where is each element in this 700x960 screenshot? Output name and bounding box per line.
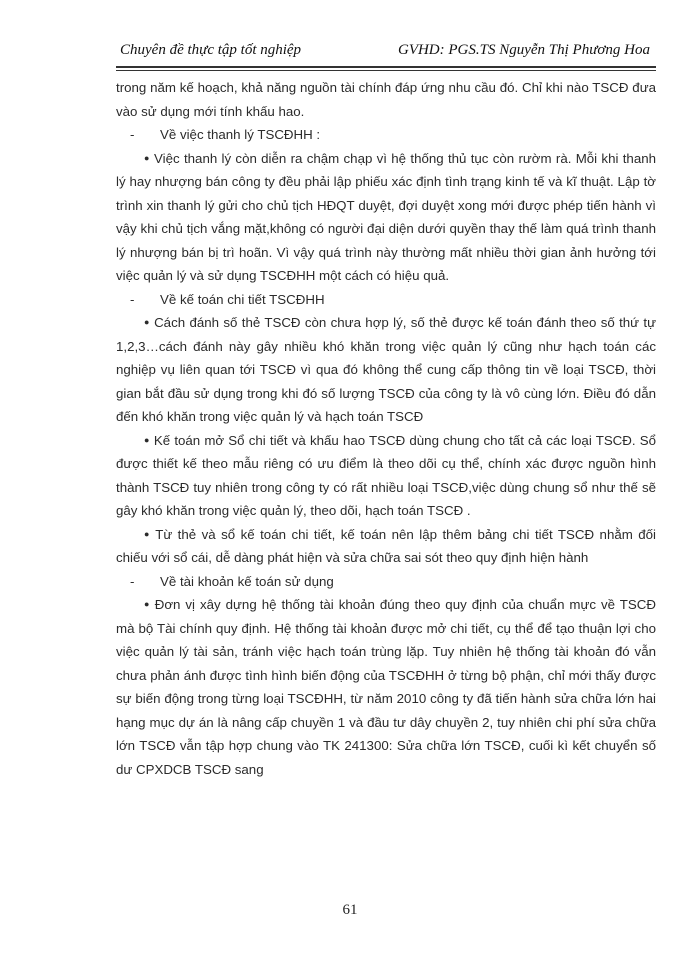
section-heading-text: Về việc thanh lý TSCĐHH :: [160, 127, 321, 142]
paragraph: trong năm kế hoạch, khả năng nguồn tài chính đáp ứng nhu cầu đó. Chỉ khi nào TSCĐ đưa vào sử dụng mới tính khấu hao.: [116, 80, 656, 119]
section-heading-text: Về kế toán chi tiết TSCĐHH: [160, 291, 325, 307]
bullet-icon: ●: [144, 152, 151, 163]
dash-marker: -: [130, 573, 135, 589]
header-divider: [116, 66, 656, 68]
header-title: Chuyên đề thực tập tốt nghiệp: [120, 42, 302, 58]
body-text: [116, 76, 656, 781]
bullet-icon: ●: [144, 434, 150, 445]
header-divider-thin: [116, 70, 656, 71]
bullet-paragraph: [116, 429, 656, 523]
section-heading: [116, 123, 656, 147]
bullet-paragraph: [116, 523, 656, 570]
section-heading: [116, 570, 656, 594]
bullet-text: Việc thanh lý còn diễn ra chậm chạp vì hệ thống thủ tục còn rườm rà. Mỗi khi thanh lý hay nhượng bán công ty đều phải lập phiếu xác định tình trạng kinh tế và kĩ thuật. Lập tờ trình xin thanh lý gửi cho chủ tịch HĐQT duyệt, đợi duyệt xong mới được phép tiến hành vì vậy khi chủ tịch vắng mặt,không có người đại diện dưới quyền thay thế làm quá trình thanh lý nhượng bán bị trì hoãn. Vì vậy quá trình này thường mất nhiều thời gian ảnh hưởng tới việc quản lý và sử dụng TSCĐHH một cách có hiệu quả.: [116, 150, 656, 283]
bullet-text: Kế toán mở Sổ chi tiết và khấu hao TSCĐ dùng chung cho tất cả các loại TSCĐ. Sổ được thiết kế theo mẫu riêng có ưu điểm là theo dõi cụ thể, chính xác được nguồn hình thành TSCĐ tuy nhiên trong công ty có rất nhiều loại TSCĐ,việc dùng chung sổ như thế sẽ gây khó khăn trong việc quản lý, theo dõi, hạch toán TSCĐ .: [116, 432, 657, 518]
bullet-icon: ●: [144, 528, 152, 539]
bullet-paragraph: [116, 147, 656, 288]
header-advisor: GVHD: PGS.TS Nguyễn Thị Phương Hoa: [397, 42, 650, 58]
section-heading: [116, 288, 656, 312]
bullet-icon: ●: [144, 599, 151, 609]
bullet-text: Đơn vị xây dựng hệ thống tài khoản đúng theo quy định của chuẩn mực về TSCĐ mà bộ Tài chính quy định. Hệ thống tài khoản được mở chi tiết, cụ thể để tạo thuận lợi cho việc quản lý tài sản, tránh việc hạch toán trùng lặp. Tuy nhiên hệ thống tài khoản đó vẫn chưa phản ánh được tình hình biến động của TSCĐHH ở từng bộ phận, chỉ mới thấy được sự biến động trong từng loại TSCĐHH, từ năm 2010 công ty đã tiến hành sửa chữa lớn hai hạng mục dự án là nâng cấp chuyền 1 và đầu tư dây chuyền 2, tuy nhiên chi phí sửa chữa lớn TSCĐ vẫn tập hợp chung vào TK 241300: Sửa chữa lớn TSCĐ, cuối kì kết chuyển số dư CPXDCB TSCĐ sang: [116, 597, 656, 777]
dash-marker: -: [130, 127, 135, 142]
bullet-paragraph: [116, 593, 656, 781]
bullet-icon: ●: [144, 317, 151, 327]
dash-marker: -: [130, 291, 135, 307]
bullet-paragraph: [116, 311, 656, 429]
page-header: [116, 40, 656, 66]
bullet-text: Cách đánh số thẻ TSCĐ còn chưa hợp lý, số thẻ được kế toán đánh theo số thứ tự 1,2,3…cách đánh này gây nhiều khó khăn trong việc quản lý cũng như hạch toán các nghiệp vụ liên quan tới TSCĐ vì qua đó không thể cung cấp thông tin về loại TSCĐ, thời gian bắt đầu sử dụng trong khi đó số lượng TSCĐ của công ty là vô cùng lớn. Điều đó dẫn đến khó khăn trong việc quản lý và hạch toán TSCĐ: [116, 315, 656, 424]
bullet-text: Từ thẻ và sổ kế toán chi tiết, kế toán nên lập thêm bảng chi tiết TSCĐ nhằm đối chiếu với sổ cái, dễ dàng phát hiện và sửa chữa sai sót theo quy định hiện hành: [116, 526, 657, 565]
section-heading-text: Về tài khoản kế toán sử dụng: [160, 573, 334, 589]
page-number: 61: [342, 902, 358, 918]
